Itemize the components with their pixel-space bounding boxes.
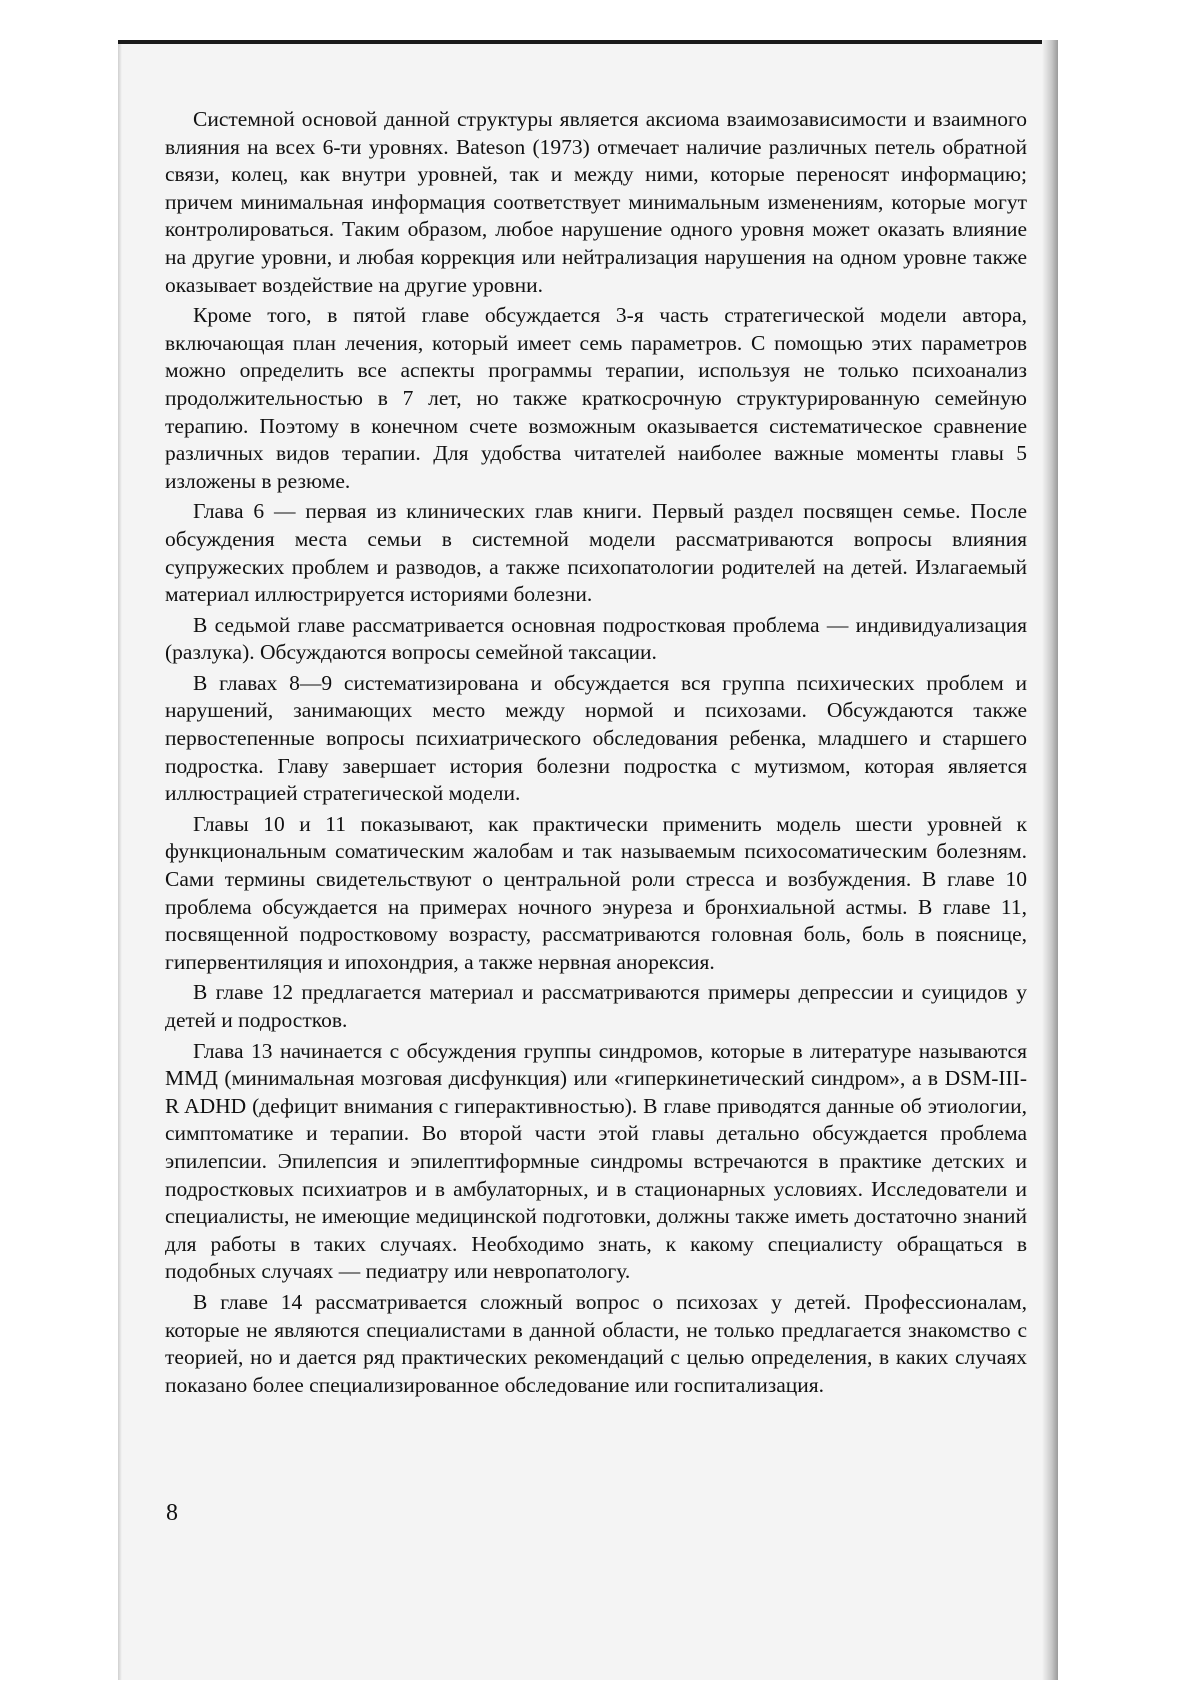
- paragraph-chapter-7: В седьмой главе рассматривается основная подростковая проблема — индивидуализация (разлука). Обсуждаются вопросы семейной таксации.: [165, 612, 1027, 665]
- page-number: 8: [166, 1500, 178, 1526]
- paragraph-chapter-14: В главе 14 рассматривается сложный вопрос о психозах у детей. Профессионалам, которые не являются специалистами в данной области, не только предлагается знакомство с теорией, но и дается ряд практических рекомендаций с целью определения, в каких случаях показано более специализированное обследование или госпитализация.: [165, 1289, 1027, 1397]
- paragraph-chapter-13: Глава 13 начинается с обсуждения группы синдромов, которые в литературе называются ММД (минимальная мозговая дисфункция) или «гиперкинетический синдром», а в DSM-III-R ADHD (дефицит внимания с гиперактивностью). В главе приводятся данные об этиологии, симптоматике и терапии. Во второй части этой главы детально обсуждается проблема эпилепсии. Эпилепсия и эпилептиформные синдромы встречаются в практике детских и подростковых психиатров и в амбулаторных, и в стационарных условиях. Исследователи и специалисты, не имеющие медицинской подготовки, должны также иметь достаточно знаний для работы в таких случаях. Необходимо знать, к какому специалисту обращаться в подобных случаях — педиатру или невропатологу.: [165, 1038, 1027, 1284]
- paragraph-chapters-8-9: В главах 8—9 систематизирована и обсуждается вся группа психических проблем и нарушений, занимающих место между нормой и психозами. Обсуждаются также первостепенные вопросы психиатрического обследования ребенка, младшего и старшего подростка. Главу завершает история болезни подростка с мутизмом, которая является иллюстрацией стратегической модели.: [165, 670, 1027, 806]
- paragraph-system-basis: Системной основой данной структуры является аксиома взаимозависимости и взаимного влияния на всех 6-ти уровнях. Bateson (1973) отмечает наличие различных петель обратной связи, колец, как внутри уровней, так и между ними, которые переносят информацию; причем минимальная информация соответствует минимальным изменениям, которые могут контролироваться. Таким образом, любое нарушение одного уровня может оказать влияние на другие уровни, и любая коррекция или нейтрализация нарушения на одном уровне также оказывает воздействие на другие уровни.: [165, 107, 1027, 297]
- paragraph-chapter-12: В главе 12 предлагается материал и рассматриваются примеры депрессии и суицидов у детей и подростков.: [165, 980, 1027, 1032]
- page-top-edge: [118, 40, 1058, 44]
- paragraph-chapter-5: Кроме того, в пятой главе обсуждается 3-я часть стратегической модели автора, включающая план лечения, который имеет семь параметров. С помощью этих параметров можно определить все аспекты программы терапии, используя не только психоанализ продолжительностью в 7 лет, но также краткосрочную структурированную семейную терапию. Поэтому в конечном счете возможным оказывается систематическое сравнение различных видов терапии. Для удобства читателей наиболее важные моменты главы 5 изложены в резюме.: [165, 303, 1027, 493]
- paragraph-chapters-10-11: Главы 10 и 11 показывают, как практически применить модель шести уровней к функциональным соматическим жалобам и так называемым психосоматическим болезням. Сами термины свидетельствуют о центральной роли стресса и возбуждения. В главе 10 проблема обсуждается на примерах ночного энуреза и бронхиальной астмы. В главе 11, посвященной подростковому возрасту, рассматриваются головная боль, боль в пояснице, гипервентиляция и ипохондрия, а также нервная анорексия.: [165, 811, 1027, 974]
- paragraph-chapter-6: Глава 6 — первая из клинических глав книги. Первый раздел посвящен семье. После обсуждения места семьи в системной модели рассматриваются вопросы влияния супружеских проблем и разводов, а также психопатологии родителей на детей. Излагаемый материал иллюстрируется историями болезни.: [165, 499, 1027, 607]
- page-left-edge: [118, 44, 122, 1680]
- page-binding-shadow: [1042, 40, 1058, 1680]
- body-text: [165, 106, 1027, 1402]
